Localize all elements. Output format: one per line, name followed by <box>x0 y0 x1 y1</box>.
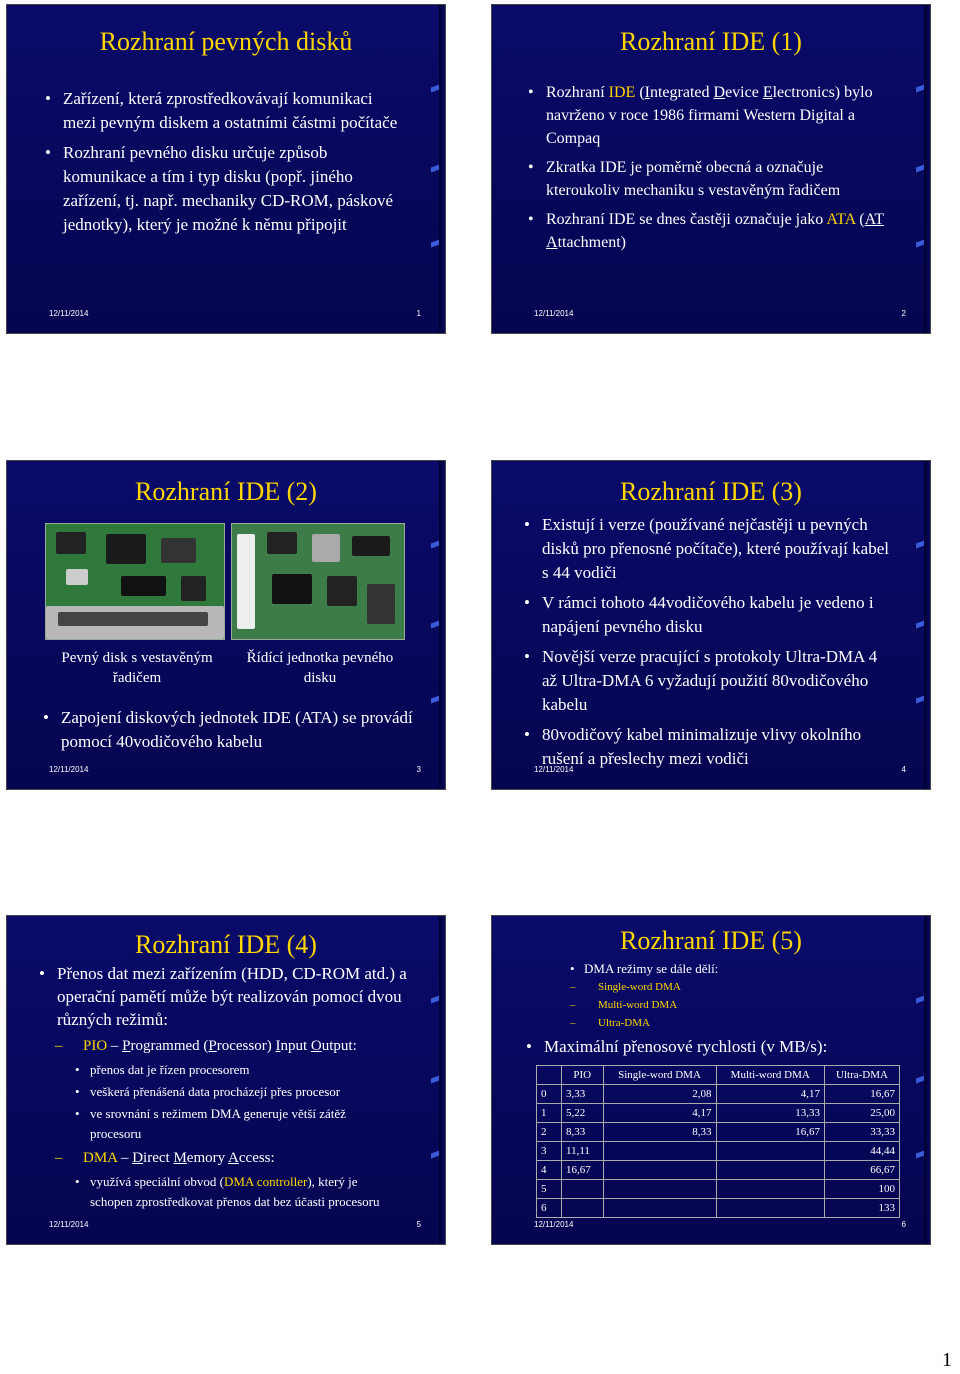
bullet-item: • Přenos dat mezi zařízením (HDD, CD-ROM atd.) a operační pamětí může být realizován pomocí dvou různých režimů: <box>39 962 419 1031</box>
slide-title: Rozhraní IDE (1) <box>620 27 802 56</box>
bullet-list <box>45 87 405 243</box>
table-row: 0 3,33 2,08 4,17 16,67 <box>537 1085 900 1104</box>
modes-intro: DMA režimy se dále dělí: <box>584 961 719 976</box>
slide-title: Rozhraní IDE (3) <box>620 477 802 506</box>
slide-number: 6 <box>901 1220 906 1229</box>
table-row: 3 11,11 44,44 <box>537 1142 900 1161</box>
slide-date: 12/11/2014 <box>49 309 89 318</box>
table-header-row <box>537 1066 900 1085</box>
slide-1 <box>6 4 446 334</box>
bullet-item: • Zapojení diskových jednotek IDE (ATA) se provádí pomocí 40vodičového kabelu <box>43 706 413 754</box>
slide-number: 2 <box>901 309 906 318</box>
bullet-list <box>526 1036 906 1064</box>
controller-board-image <box>231 523 405 640</box>
slide-number: 1 <box>416 309 421 318</box>
mode-item: Multi-word DMA <box>598 999 678 1011</box>
table-row: 6 133 <box>537 1199 900 1218</box>
table-row: 4 16,67 66,67 <box>537 1161 900 1180</box>
bullet-item: • Novější verze pracující s protokoly Ultra-DMA 4 až Ultra-DMA 6 vyžadují použití 80vodičového kabelu <box>524 645 896 717</box>
slide-footer <box>534 1220 906 1229</box>
dma-modes: • DMA režimy se dále dělí: – Single-word DMA – Multi-word DMA – Ultra-DMA <box>570 960 870 1032</box>
slide-date: 12/11/2014 <box>534 765 574 774</box>
slide-4 <box>491 460 931 790</box>
table-row: 2 8,33 8,33 16,67 33,33 <box>537 1123 900 1142</box>
table-header: Multi-word DMA <box>716 1066 824 1085</box>
bullet-list <box>524 513 896 777</box>
slide-title: Rozhraní pevných disků <box>99 27 353 56</box>
slide-title: Rozhraní IDE (5) <box>620 926 802 955</box>
slide-number: 3 <box>416 765 421 774</box>
slide-footer <box>534 309 906 318</box>
dma-heading: – DMA – Direct Memory Access: <box>55 1148 415 1168</box>
bullet-list <box>39 962 419 1033</box>
bullet-item: • Zkratka IDE je poměrně obecná a označuje kteroukoliv mechaniku s vestavěným řadičem <box>528 156 888 202</box>
slide-number: 4 <box>901 765 906 774</box>
image-caption: Řídící jednotka pevného disku <box>246 650 394 686</box>
table-row: 5 100 <box>537 1180 900 1199</box>
table-header: Ultra-DMA <box>824 1066 899 1085</box>
bullet-item: • Existují i verze (používané nejčastěji u pevných disků pro přenosné počítače), které používají kabel s 44 vodiči <box>524 513 896 585</box>
table-header <box>537 1066 562 1085</box>
pio-item: • veškerá přenášená data procházejí přes procesor <box>55 1082 415 1102</box>
table-header: PIO <box>562 1066 604 1085</box>
slide-date: 12/11/2014 <box>534 309 574 318</box>
pio-item: • přenos dat je řízen procesorem <box>55 1060 415 1080</box>
slide-5 <box>6 915 446 1245</box>
table-header: Single-word DMA <box>603 1066 716 1085</box>
bullet-item: • Rozhraní IDE (Integrated Device Electronics) bylo navrženo v roce 1986 firmami Western Digital a Compaq <box>528 81 888 150</box>
pio-heading: – PIO – Programmed (Processor) Input Output: <box>55 1036 415 1056</box>
slide-number: 5 <box>416 1220 421 1229</box>
hard-disk-board-image <box>45 523 225 640</box>
slide-date: 12/11/2014 <box>49 1220 89 1229</box>
bullet-item: • Maximální přenosové rychlosti (v MB/s): <box>526 1036 906 1058</box>
slide-date: 12/11/2014 <box>49 765 89 774</box>
speed-table <box>536 1065 900 1218</box>
pio-item: • ve srovnání s režimem DMA generuje větší zátěž procesoru <box>55 1104 380 1144</box>
page-number: 1 <box>942 1349 952 1371</box>
mode-item: Ultra-DMA <box>598 1017 650 1029</box>
bullet-item: • Rozhraní IDE se dnes častěji označuje jako ATA (AT Attachment) <box>528 208 888 254</box>
slide-date: 12/11/2014 <box>534 1220 574 1229</box>
image-caption: Pevný disk s vestavěným řadičem <box>61 650 213 686</box>
dma-item: • využívá speciální obvod (DMA controller), který je schopen zprostředkovat přenos dat bez účasti procesoru <box>55 1172 400 1212</box>
bullet-item: • V rámci tohoto 44vodičového kabelu je vedeno i napájení pevného disku <box>524 591 896 639</box>
slide-footer <box>534 765 906 774</box>
table-row: 1 5,22 4,17 13,33 25,00 <box>537 1104 900 1123</box>
slide-6 <box>491 915 931 1245</box>
pio-section <box>55 1032 415 1214</box>
slide-2 <box>491 4 931 334</box>
slide-footer <box>49 309 421 318</box>
bullet-item: • Zařízení, která zprostředkovávají komunikaci mezi pevným diskem a ostatními částmi počítače <box>45 87 405 135</box>
slide-3 <box>6 460 446 790</box>
bullet-list <box>43 706 413 760</box>
mode-item: Single-word DMA <box>598 981 681 993</box>
slide-title: Rozhraní IDE (4) <box>135 930 317 959</box>
slide-footer <box>49 1220 421 1229</box>
slide-footer <box>49 765 421 774</box>
bullet-item: • Rozhraní pevného disku určuje způsob komunikace a tím i typ disku (popř. jiného zařízení, tj. např. mechaniky CD-ROM, páskové jednotky), který je možné k němu připojit <box>45 141 405 237</box>
slide-title: Rozhraní IDE (2) <box>135 477 317 506</box>
bullet-item: • 80vodičový kabel minimalizuje vlivy okolního rušení a přeslechy mezi vodiči <box>524 723 896 771</box>
bullet-list <box>528 81 888 260</box>
